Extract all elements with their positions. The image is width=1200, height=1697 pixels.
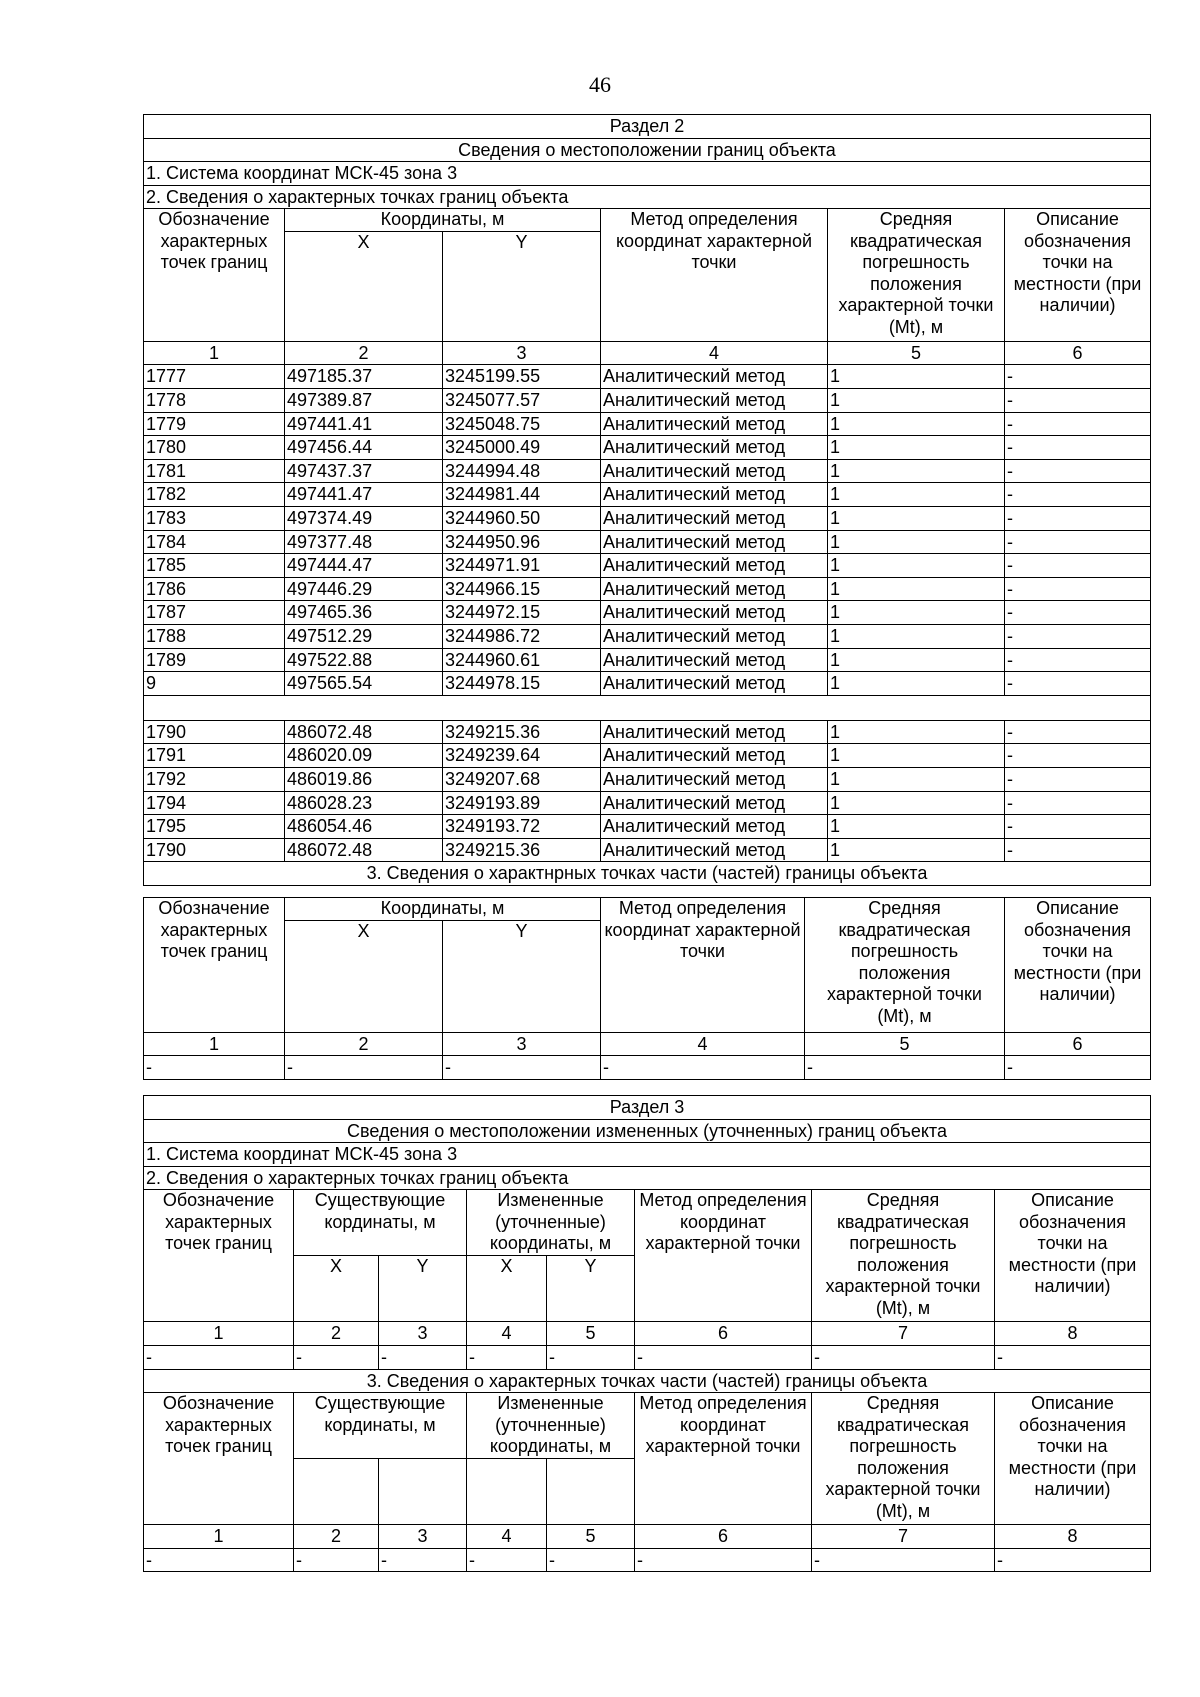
cell: -: [812, 1548, 995, 1572]
col-number: 1: [144, 341, 285, 365]
error-cell: 1: [828, 838, 1005, 862]
col-number: 1: [144, 1322, 294, 1346]
description-cell: -: [1005, 720, 1151, 744]
y-coord-cell: 3249193.89: [443, 791, 601, 815]
description-cell: -: [1005, 507, 1151, 531]
s3-part-empty-cell: [379, 1459, 467, 1525]
x-coord-cell: 497389.87: [285, 389, 443, 413]
table-row: [144, 577, 1151, 601]
point-id-cell: 1783: [144, 507, 285, 531]
method-cell: Аналитический метод: [601, 791, 828, 815]
cell: -: [995, 1548, 1151, 1572]
method-cell: Аналитический метод: [601, 625, 828, 649]
y-coord-cell: 3245199.55: [443, 365, 601, 389]
section3-part-title: 3. Сведения о характерных точках части (частей) границы объекта: [144, 1369, 1151, 1393]
s3-part-header-designation: Обозначение характерных точек границ: [144, 1393, 294, 1525]
point-id-cell: 1794: [144, 791, 285, 815]
section3-table: [143, 1095, 1151, 1572]
x-coord-cell: 486054.46: [285, 815, 443, 839]
col-number: 3: [443, 341, 601, 365]
cell: -: [443, 1056, 601, 1080]
spacer-row: [144, 695, 1151, 720]
y-coord-cell: 3244960.50: [443, 507, 601, 531]
x-coord-cell: 497456.44: [285, 436, 443, 460]
section2-coord-system: 1. Система координат МСК-45 зона 3: [144, 162, 1151, 186]
point-id-cell: 1788: [144, 625, 285, 649]
y-coord-cell: 3249239.64: [443, 744, 601, 768]
cell: -: [379, 1548, 467, 1572]
cell: -: [547, 1345, 635, 1369]
table-row: [144, 507, 1151, 531]
cell: -: [467, 1345, 547, 1369]
s3-part-header-description: Описание обозначения точки на местности (при наличии): [995, 1393, 1151, 1525]
header-x: X: [285, 231, 443, 341]
part-header-coords: Координаты, м: [285, 898, 601, 921]
method-cell: Аналитический метод: [601, 483, 828, 507]
point-id-cell: 1790: [144, 720, 285, 744]
section2-part-table: [143, 897, 1151, 1080]
y-coord-cell: 3245077.57: [443, 389, 601, 413]
cell: -: [144, 1056, 285, 1080]
description-cell: -: [1005, 365, 1151, 389]
table-row: [144, 672, 1151, 696]
x-coord-cell: 497446.29: [285, 577, 443, 601]
section2-part-title: 3. Сведения о характнрных точках части (частей) границы объекта: [144, 862, 1151, 886]
x-coord-cell: 486020.09: [285, 744, 443, 768]
description-cell: -: [1005, 791, 1151, 815]
y-coord-cell: 3244981.44: [443, 483, 601, 507]
error-cell: 1: [828, 648, 1005, 672]
error-cell: 1: [828, 767, 1005, 791]
y-coord-cell: 3244986.72: [443, 625, 601, 649]
error-cell: 1: [828, 389, 1005, 413]
description-cell: -: [1005, 744, 1151, 768]
x-coord-cell: 497185.37: [285, 365, 443, 389]
y-coord-cell: 3244950.96: [443, 530, 601, 554]
error-cell: 1: [828, 791, 1005, 815]
table-row: [144, 365, 1151, 389]
cell: -: [805, 1056, 1005, 1080]
y-coord-cell: 3249215.36: [443, 720, 601, 744]
method-cell: Аналитический метод: [601, 838, 828, 862]
table-row: [144, 720, 1151, 744]
cell: -: [144, 1345, 294, 1369]
description-cell: -: [1005, 767, 1151, 791]
section3-coord-system: 1. Система координат МСК-45 зона 3: [144, 1143, 1151, 1167]
y-coord-cell: 3249215.36: [443, 838, 601, 862]
s3-header-method: Метод определения координат характерной точки: [635, 1190, 812, 1322]
table-row: [144, 791, 1151, 815]
header-coords: Координаты, м: [285, 209, 601, 232]
x-coord-cell: 486072.48: [285, 838, 443, 862]
x-coord-cell: 497465.36: [285, 601, 443, 625]
cell: -: [285, 1056, 443, 1080]
point-id-cell: 1789: [144, 648, 285, 672]
col-number: 5: [805, 1032, 1005, 1056]
cell: -: [995, 1345, 1151, 1369]
point-id-cell: 1782: [144, 483, 285, 507]
table-row: [144, 436, 1151, 460]
s3-header-description: Описание обозначения точки на местности (при наличии): [995, 1190, 1151, 1322]
error-cell: 1: [828, 530, 1005, 554]
s3-part-header-changed: Измененные (уточненные) координаты, м: [467, 1393, 635, 1459]
s3-header-error: Средняя квадратическая погрешность положения характерной точки (Mt), м: [812, 1190, 995, 1322]
col-number: 6: [635, 1322, 812, 1346]
description-cell: -: [1005, 459, 1151, 483]
error-cell: 1: [828, 625, 1005, 649]
cell: -: [294, 1548, 379, 1572]
method-cell: Аналитический метод: [601, 436, 828, 460]
error-cell: 1: [828, 436, 1005, 460]
col-number: 4: [467, 1322, 547, 1346]
method-cell: Аналитический метод: [601, 389, 828, 413]
y-coord-cell: 3244994.48: [443, 459, 601, 483]
col-number: 6: [635, 1525, 812, 1549]
part-header-error: Средняя квадратическая погрешность положения характерной точки (Mt), м: [805, 898, 1005, 1033]
col-number: 3: [443, 1032, 601, 1056]
description-cell: -: [1005, 601, 1151, 625]
cell: -: [379, 1345, 467, 1369]
x-coord-cell: 497377.48: [285, 530, 443, 554]
table-row: [144, 389, 1151, 413]
y-coord-cell: 3249193.72: [443, 815, 601, 839]
x-coord-cell: 497437.37: [285, 459, 443, 483]
cell: -: [812, 1345, 995, 1369]
part-header-description: Описание обозначения точки на местности (при наличии): [1005, 898, 1151, 1033]
cell: -: [601, 1056, 805, 1080]
col-number: 5: [828, 341, 1005, 365]
method-cell: Аналитический метод: [601, 554, 828, 578]
s3-part-header-error: Средняя квадратическая погрешность положения характерной точки (Mt), м: [812, 1393, 995, 1525]
error-cell: 1: [828, 365, 1005, 389]
point-id-cell: 1777: [144, 365, 285, 389]
x-coord-cell: 497441.47: [285, 483, 443, 507]
point-id-cell: 1791: [144, 744, 285, 768]
col-number: 2: [294, 1525, 379, 1549]
description-cell: -: [1005, 554, 1151, 578]
description-cell: -: [1005, 577, 1151, 601]
col-number: 7: [812, 1525, 995, 1549]
s3-header-y-existing: Y: [379, 1256, 467, 1322]
part-header-method: Метод определения координат характерной точки: [601, 898, 805, 1033]
y-coord-cell: 3245048.75: [443, 412, 601, 436]
section2-subtitle: Сведения о местоположении границ объекта: [144, 138, 1151, 162]
point-id-cell: 1778: [144, 389, 285, 413]
table-row: [144, 1548, 1151, 1572]
y-coord-cell: 3244978.15: [443, 672, 601, 696]
error-cell: 1: [828, 815, 1005, 839]
table-row: [144, 744, 1151, 768]
method-cell: Аналитический метод: [601, 365, 828, 389]
table-row: [144, 815, 1151, 839]
table-row: [144, 648, 1151, 672]
x-coord-cell: 486072.48: [285, 720, 443, 744]
x-coord-cell: 497565.54: [285, 672, 443, 696]
col-number: 5: [547, 1322, 635, 1346]
error-cell: 1: [828, 672, 1005, 696]
header-error: Средняя квадратическая погрешность положения характерной точки (Mt), м: [828, 209, 1005, 342]
col-number: 3: [379, 1322, 467, 1346]
s3-header-designation: Обозначение характерных точек границ: [144, 1190, 294, 1322]
point-id-cell: 1779: [144, 412, 285, 436]
y-coord-cell: 3244971.91: [443, 554, 601, 578]
error-cell: 1: [828, 459, 1005, 483]
point-id-cell: 1781: [144, 459, 285, 483]
error-cell: 1: [828, 483, 1005, 507]
col-number: 4: [601, 1032, 805, 1056]
point-id-cell: 1785: [144, 554, 285, 578]
col-number: 8: [995, 1525, 1151, 1549]
point-id-cell: 9: [144, 672, 285, 696]
point-id-cell: 1787: [144, 601, 285, 625]
s3-header-x-existing: X: [294, 1256, 379, 1322]
s3-part-header-method: Метод определения координат характерной точки: [635, 1393, 812, 1525]
method-cell: Аналитический метод: [601, 459, 828, 483]
error-cell: 1: [828, 412, 1005, 436]
error-cell: 1: [828, 507, 1005, 531]
s3-part-empty-cell: [294, 1459, 379, 1525]
section3-title: Раздел 3: [144, 1096, 1151, 1120]
method-cell: Аналитический метод: [601, 412, 828, 436]
section3-subtitle: Сведения о местоположении измененных (уточненных) границ объекта: [144, 1119, 1151, 1143]
description-cell: -: [1005, 436, 1151, 460]
description-cell: -: [1005, 389, 1151, 413]
error-cell: 1: [828, 554, 1005, 578]
method-cell: Аналитический метод: [601, 530, 828, 554]
method-cell: Аналитический метод: [601, 648, 828, 672]
cell: -: [1005, 1056, 1151, 1080]
method-cell: Аналитический метод: [601, 767, 828, 791]
description-cell: -: [1005, 483, 1151, 507]
s3-part-empty-cell: [467, 1459, 547, 1525]
s3-part-header-existing: Существующие кординаты, м: [294, 1393, 467, 1459]
cell: -: [467, 1548, 547, 1572]
cell: -: [547, 1548, 635, 1572]
col-number: 7: [812, 1322, 995, 1346]
x-coord-cell: 486028.23: [285, 791, 443, 815]
y-coord-cell: 3244972.15: [443, 601, 601, 625]
table-row: [144, 412, 1151, 436]
table-row: [144, 483, 1151, 507]
page-number: 46: [589, 72, 611, 97]
section3-points-title: 2. Сведения о характерных точках границ объекта: [144, 1166, 1151, 1190]
part-header-x: X: [285, 920, 443, 1032]
cell: -: [144, 1548, 294, 1572]
description-cell: -: [1005, 412, 1151, 436]
error-cell: 1: [828, 720, 1005, 744]
point-id-cell: 1784: [144, 530, 285, 554]
col-number: 2: [285, 1032, 443, 1056]
header-y: Y: [443, 231, 601, 341]
col-number: 2: [294, 1322, 379, 1346]
section2-points-title: 2. Сведения о характерных точках границ объекта: [144, 185, 1151, 209]
point-id-cell: 1795: [144, 815, 285, 839]
description-cell: -: [1005, 672, 1151, 696]
table-row: [144, 838, 1151, 862]
method-cell: Аналитический метод: [601, 744, 828, 768]
col-number: 5: [547, 1525, 635, 1549]
method-cell: Аналитический метод: [601, 720, 828, 744]
description-cell: -: [1005, 530, 1151, 554]
col-number: 4: [467, 1525, 547, 1549]
part-header-y: Y: [443, 920, 601, 1032]
cell: -: [294, 1345, 379, 1369]
y-coord-cell: 3245000.49: [443, 436, 601, 460]
col-number: 4: [601, 341, 828, 365]
error-cell: 1: [828, 577, 1005, 601]
error-cell: 1: [828, 744, 1005, 768]
table-row: [144, 530, 1151, 554]
point-id-cell: 1780: [144, 436, 285, 460]
x-coord-cell: 497444.47: [285, 554, 443, 578]
point-id-cell: 1790: [144, 838, 285, 862]
part-header-designation: Обозначение характерных точек границ: [144, 898, 285, 1033]
y-coord-cell: 3244960.61: [443, 648, 601, 672]
description-cell: -: [1005, 625, 1151, 649]
s3-part-empty-cell: [547, 1459, 635, 1525]
x-coord-cell: 497522.88: [285, 648, 443, 672]
table-row: [144, 459, 1151, 483]
section2-table: [143, 114, 1151, 886]
description-cell: -: [1005, 838, 1151, 862]
table-row: [144, 601, 1151, 625]
table-row: [144, 554, 1151, 578]
table-row: [144, 1056, 1151, 1080]
method-cell: Аналитический метод: [601, 507, 828, 531]
x-coord-cell: 486019.86: [285, 767, 443, 791]
y-coord-cell: 3244966.15: [443, 577, 601, 601]
method-cell: Аналитический метод: [601, 601, 828, 625]
header-description: Описание обозначения точки на местности (при наличии): [1005, 209, 1151, 342]
point-id-cell: 1786: [144, 577, 285, 601]
col-number: 2: [285, 341, 443, 365]
cell: -: [635, 1548, 812, 1572]
col-number: 6: [1005, 1032, 1151, 1056]
header-method: Метод определения координат характерной точки: [601, 209, 828, 342]
point-id-cell: 1792: [144, 767, 285, 791]
section2-title: Раздел 2: [144, 115, 1151, 139]
col-number: 1: [144, 1032, 285, 1056]
x-coord-cell: 497512.29: [285, 625, 443, 649]
table-row: [144, 767, 1151, 791]
method-cell: Аналитический метод: [601, 815, 828, 839]
cell: -: [635, 1345, 812, 1369]
col-number: 6: [1005, 341, 1151, 365]
x-coord-cell: 497441.41: [285, 412, 443, 436]
description-cell: -: [1005, 648, 1151, 672]
error-cell: 1: [828, 601, 1005, 625]
s3-header-x-changed: X: [467, 1256, 547, 1322]
table-row: [144, 1345, 1151, 1369]
s3-header-y-changed: Y: [547, 1256, 635, 1322]
col-number: 3: [379, 1525, 467, 1549]
x-coord-cell: 497374.49: [285, 507, 443, 531]
method-cell: Аналитический метод: [601, 577, 828, 601]
col-number: 8: [995, 1322, 1151, 1346]
header-designation: Обозначение характерных точек границ: [144, 209, 285, 342]
table-row: [144, 625, 1151, 649]
method-cell: Аналитический метод: [601, 672, 828, 696]
s3-header-existing: Существующие кординаты, м: [294, 1190, 467, 1256]
s3-header-changed: Измененные (уточненные) координаты, м: [467, 1190, 635, 1256]
y-coord-cell: 3249207.68: [443, 767, 601, 791]
col-number: 1: [144, 1525, 294, 1549]
description-cell: -: [1005, 815, 1151, 839]
